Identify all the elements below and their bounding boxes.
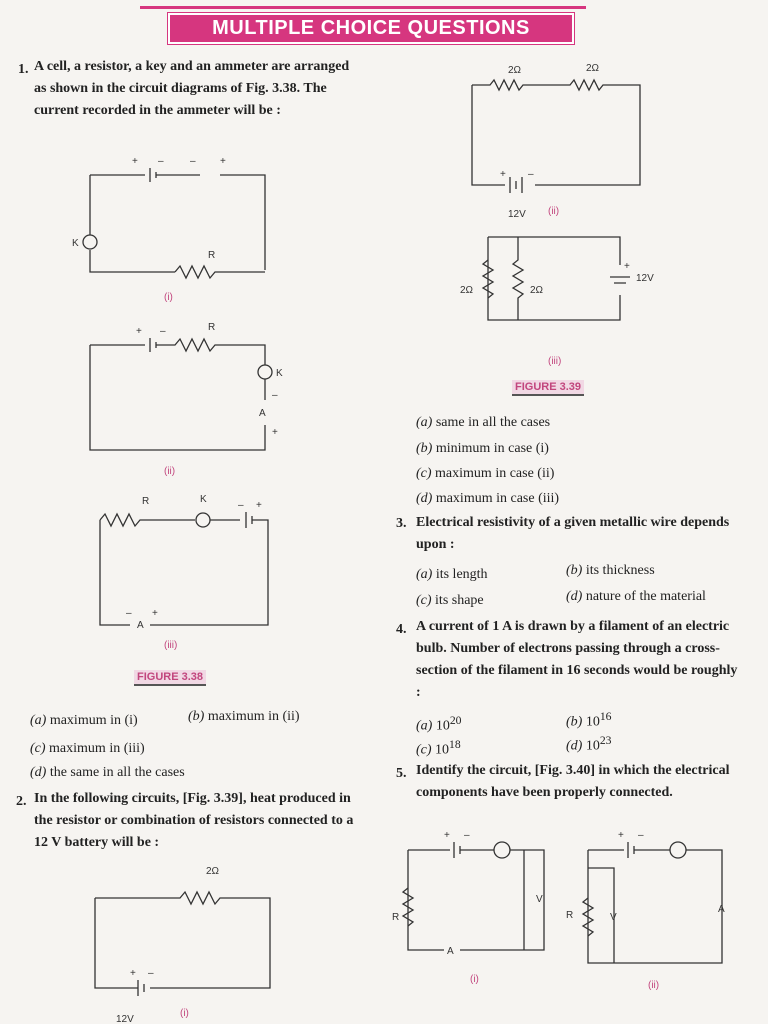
- key-label-i: K: [72, 238, 79, 249]
- q3-option-c: (c) its shape: [416, 593, 484, 608]
- q1-number: 1.: [18, 62, 29, 77]
- svg-text:+: +: [618, 830, 624, 841]
- svg-text:2Ω: 2Ω: [530, 285, 544, 296]
- svg-text:+: +: [136, 326, 142, 337]
- fig339-i-volt: 12V: [116, 1014, 134, 1024]
- svg-text:–: –: [464, 830, 470, 841]
- circuit-iii-fig338: [100, 494, 268, 631]
- q3-option-b: (b) its thickness: [566, 563, 655, 578]
- q5-ii-R: R: [566, 910, 574, 921]
- fig338-label-i: (i): [164, 292, 173, 303]
- fig338-label-iii: (iii): [164, 640, 178, 651]
- q4-text: A current of 1 A is drawn by a filament of an electric bulb. Number of electrons passing through a cross-section of the filament in 16 seconds would be roughly :: [416, 619, 738, 700]
- circuit-i-fig338: [72, 156, 265, 278]
- q5-label-ii: (ii): [648, 980, 660, 991]
- q2-text: In the following circuits, [Fig. 3.39], heat produced in the resistor or combination of resistors connected to a 12 V battery will be :: [34, 791, 354, 850]
- q3-text: Electrical resistivity of a given metallic wire depends upon :: [416, 515, 730, 552]
- svg-text:–: –: [528, 169, 534, 180]
- svg-text:+: +: [500, 169, 506, 180]
- q1-option-b: (b) maximum in (ii): [188, 709, 300, 724]
- svg-text:+: +: [130, 968, 136, 979]
- q5-ii-A: A: [718, 904, 725, 915]
- q5-ii-V: V: [610, 912, 617, 923]
- q3-option-d: (d) nature of the material: [566, 589, 706, 604]
- q5-label-i: (i): [470, 974, 479, 985]
- q3-option-a: (a) its length: [416, 567, 488, 582]
- q3-number: 3.: [396, 516, 407, 531]
- svg-text:–: –: [190, 156, 196, 167]
- circuit-i-fig340: [392, 830, 544, 957]
- svg-text:+: +: [152, 608, 158, 619]
- fig339-i-ohm: 2Ω: [206, 866, 220, 877]
- circuit-ii-fig339: [472, 63, 640, 220]
- q1-option-c: (c) maximum in (iii): [30, 741, 145, 756]
- svg-text:R: R: [208, 250, 216, 261]
- fig339-label-ii: (ii): [548, 206, 560, 217]
- svg-text:A: A: [137, 620, 144, 631]
- svg-text:+: +: [272, 427, 278, 438]
- svg-text:2Ω: 2Ω: [586, 63, 600, 74]
- circuit-ii-fig340: [566, 830, 725, 963]
- svg-text:–: –: [272, 390, 278, 401]
- q4-option-d: (d) $10^{23}$: [566, 734, 612, 754]
- svg-text:+: +: [444, 830, 450, 841]
- header-rule: [140, 6, 586, 9]
- svg-text:+: +: [132, 156, 138, 167]
- q4-option-c: (c) $10^{18}$: [416, 738, 461, 758]
- q2-option-b: (b) minimum in case (i): [416, 441, 549, 456]
- key-i: [83, 235, 97, 249]
- svg-text:2Ω: 2Ω: [508, 65, 522, 76]
- svg-text:–: –: [158, 156, 164, 167]
- q4-number: 4.: [396, 622, 407, 637]
- q1-text: A cell, a resistor, a key and an ammeter are arranged as shown in the circuit diagrams of Fig. 3.38. The current recorded in the ammeter will be :: [34, 59, 350, 118]
- svg-text:R: R: [208, 322, 216, 333]
- fig339-label-i: (i): [180, 1008, 189, 1019]
- svg-text:2Ω: 2Ω: [460, 285, 474, 296]
- svg-text:–: –: [638, 830, 644, 841]
- svg-text:A: A: [259, 408, 266, 419]
- figure-3-38-caption: FIGURE 3.38: [134, 670, 206, 686]
- q5-i-A: A: [447, 946, 454, 957]
- q4-option-b: (b) $10^{16}$: [566, 710, 612, 730]
- section-title: MULTIPLE CHOICE QUESTIONS: [168, 13, 574, 44]
- circuit-ii-fig338: [90, 322, 283, 450]
- svg-text:–: –: [126, 608, 132, 619]
- svg-text:–: –: [160, 326, 166, 337]
- svg-text:12V: 12V: [508, 209, 526, 220]
- svg-text:–: –: [238, 500, 244, 511]
- q2-number: 2.: [16, 794, 27, 809]
- fig339-label-iii: (iii): [548, 356, 562, 367]
- figure-3-39-caption: FIGURE 3.39: [512, 380, 584, 396]
- svg-text:+: +: [624, 261, 630, 272]
- q2-option-c: (c) maximum in case (ii): [416, 466, 555, 481]
- svg-text:–: –: [148, 968, 154, 979]
- q5-text: Identify the circuit, [Fig. 3.40] in which the electrical components have been properly connected.: [416, 763, 730, 800]
- svg-text:12V: 12V: [636, 273, 654, 284]
- q4-option-a: (a) $10^{20}$: [416, 714, 462, 734]
- figure-3-39-diagrams: [460, 55, 660, 355]
- svg-text:+: +: [220, 156, 226, 167]
- figure-3-38-diagrams: [60, 150, 300, 670]
- svg-text:K: K: [200, 494, 207, 505]
- q2-option-a: (a) same in all the cases: [416, 415, 551, 430]
- q5-number: 5.: [396, 766, 407, 781]
- circuit-iii-fig339: [460, 237, 654, 320]
- fig338-label-ii: (ii): [164, 466, 176, 477]
- q1-option-d: (d) the same in all the cases: [30, 765, 185, 780]
- svg-text:K: K: [276, 368, 283, 379]
- figure-3-40-diagrams: [392, 828, 752, 998]
- q2-option-d: (d) maximum in case (iii): [416, 491, 560, 506]
- q1-option-a: (a) maximum in (i): [30, 713, 138, 728]
- figure-3-39-circuit-i: [80, 858, 300, 1024]
- q5-i-R: R: [392, 912, 400, 923]
- svg-text:+: +: [256, 500, 262, 511]
- q5-i-V: V: [536, 894, 543, 905]
- svg-text:R: R: [142, 496, 150, 507]
